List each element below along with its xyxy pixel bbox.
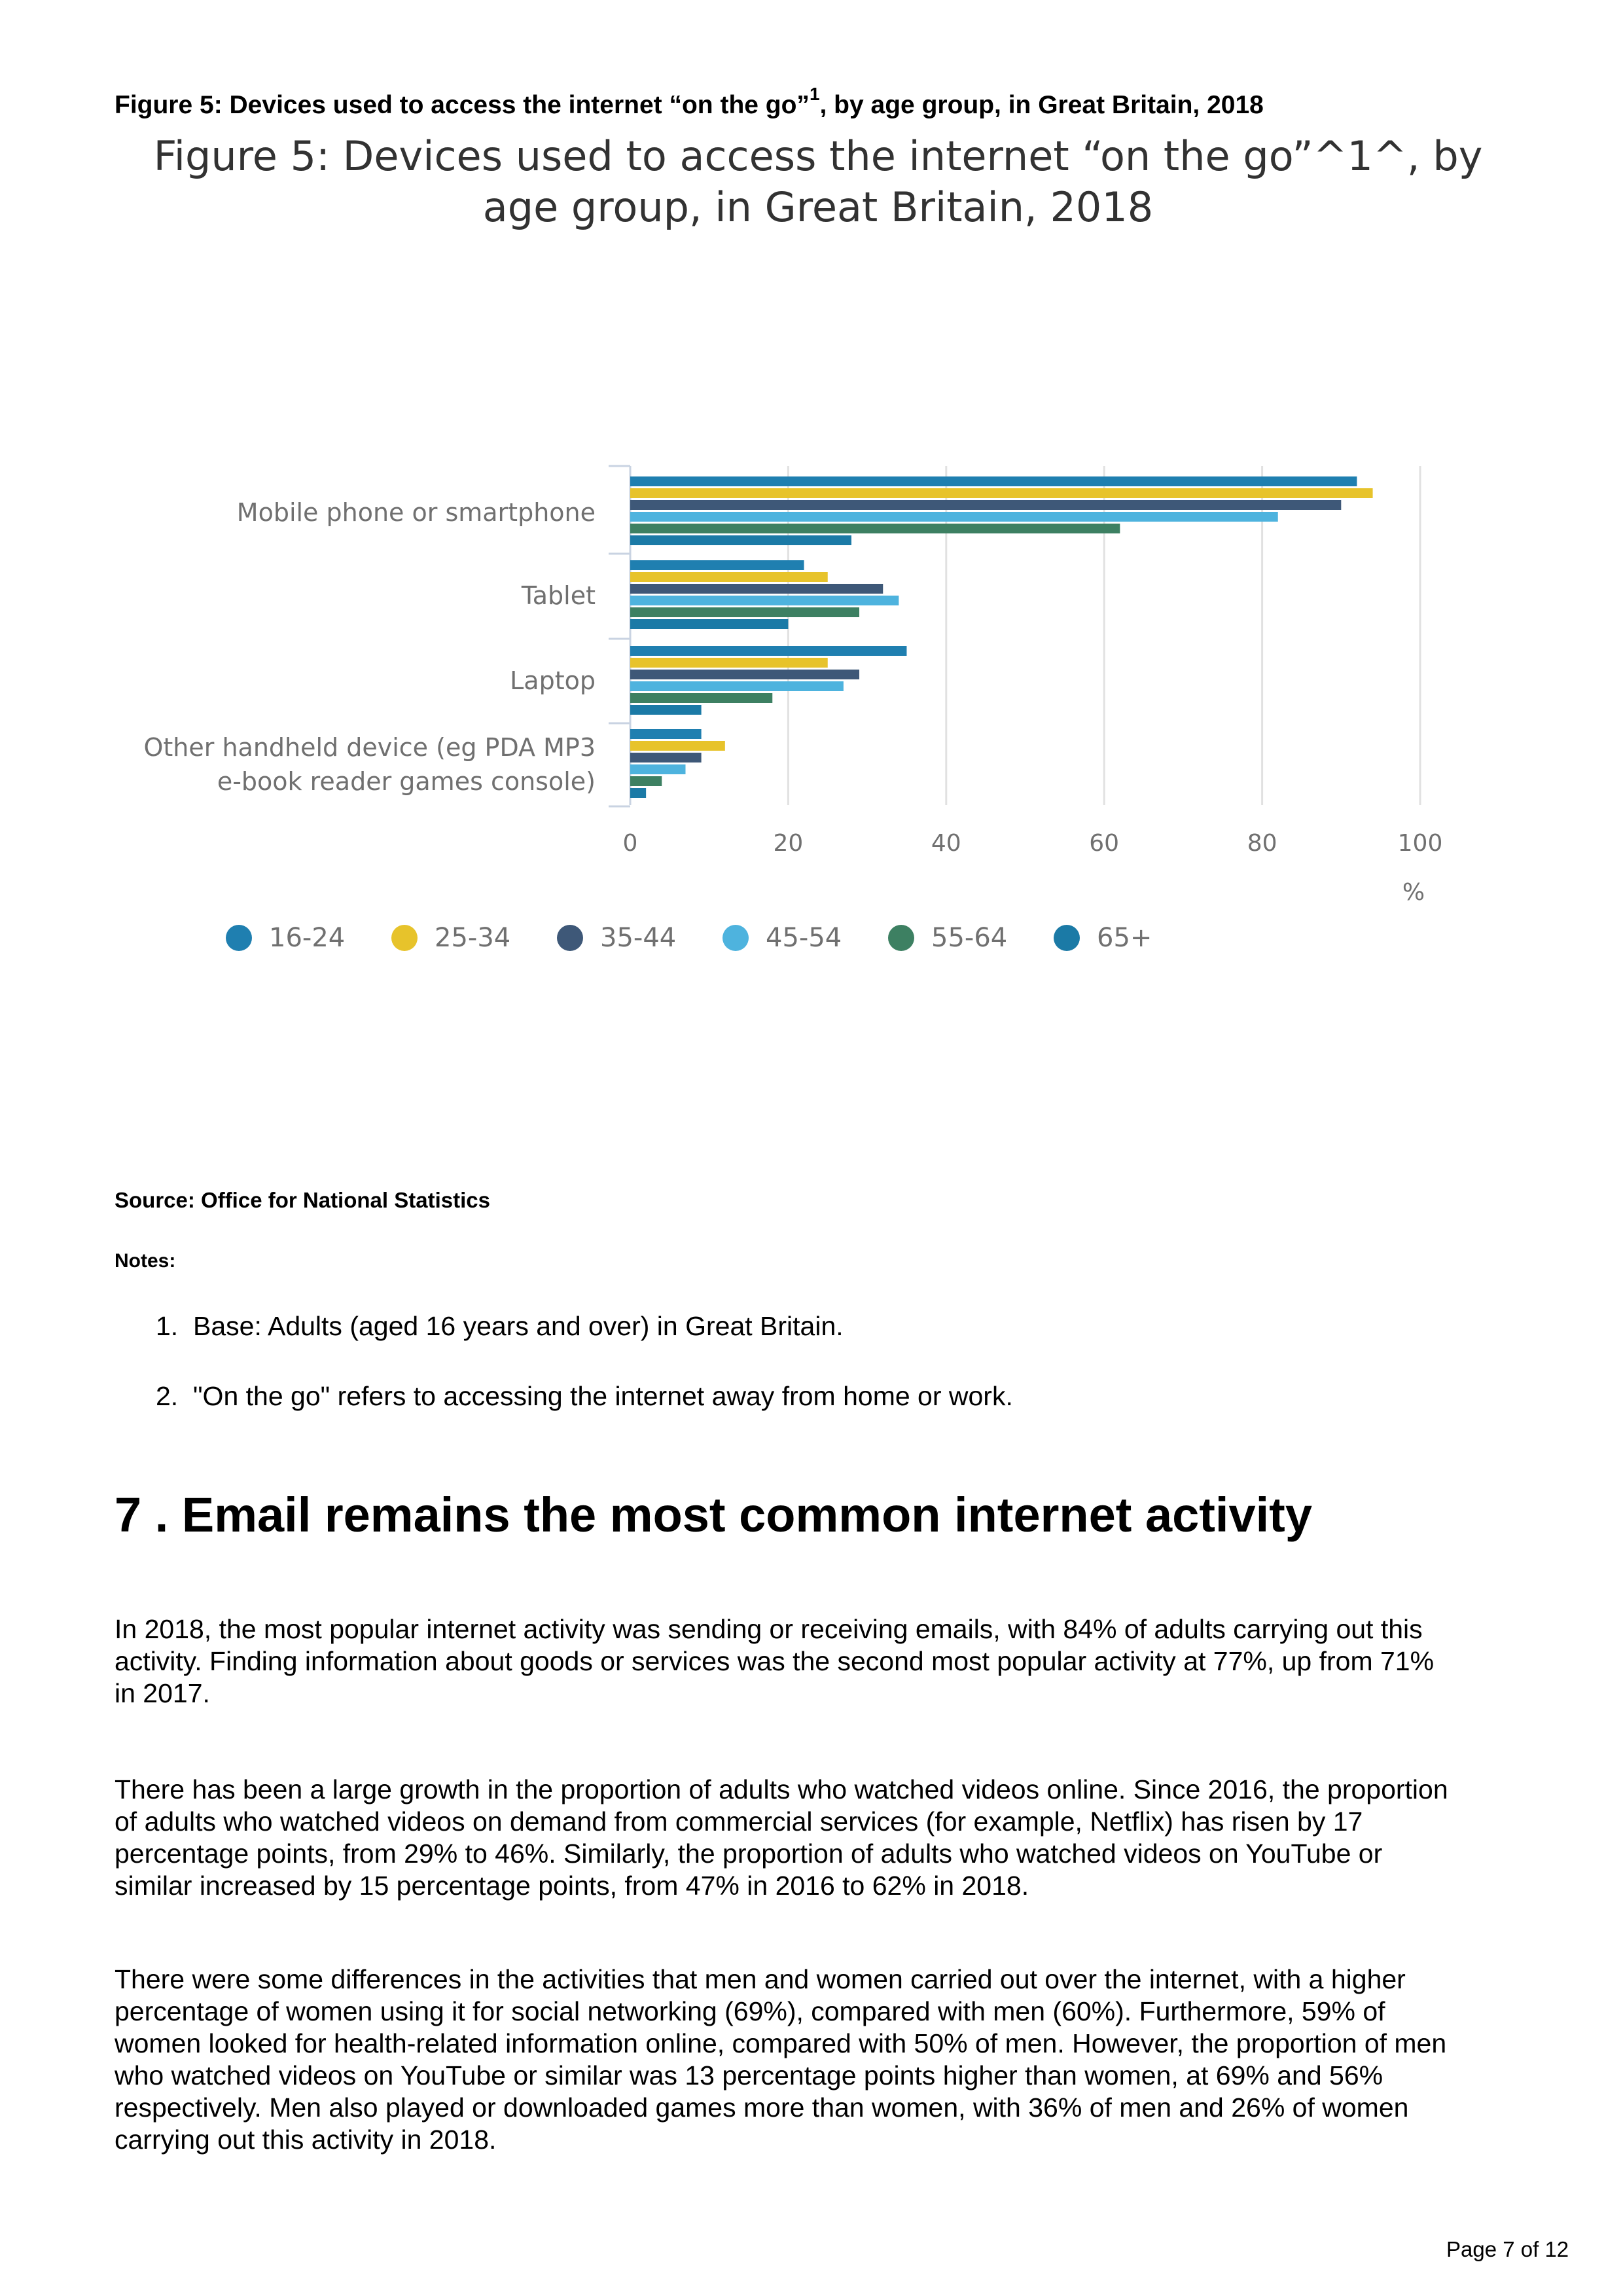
x-tick-label: 100: [1397, 830, 1443, 857]
category-label: e-book reader games console): [217, 767, 596, 796]
note-text: "On the go" refers to accessing the internet away from home or work.: [193, 1381, 1013, 1411]
x-tick-label: 60: [1089, 830, 1120, 857]
category-label: Other handheld device (eg PDA MP3: [143, 733, 596, 762]
legend-label: 55-64: [931, 923, 1008, 953]
figure-heading: Figure 5: Devices used to access the internet “on the go”$^1$, by age group, in Great Britain, 2018: [115, 84, 1264, 119]
legend-label: 35-44: [600, 923, 677, 953]
legend-item-55-64[interactable]: [888, 923, 1054, 953]
bar-chart: [0, 0, 1623, 916]
note-number: 1.: [156, 1311, 179, 1341]
bar-65-plus-1: [630, 619, 788, 629]
page-number: Page 7 of 12: [1446, 2237, 1569, 2261]
bar-55-64-2: [630, 693, 772, 703]
paragraph: In 2018, the most popular internet activity was sending or receiving emails, with 84% of adults carrying out this activity. Finding information about goods or services was the second most popular activity at 77%, up from 71% in 2017.: [115, 1614, 1435, 1708]
legend-swatch: [557, 925, 583, 951]
legend-item-65-plus[interactable]: [1054, 923, 1219, 953]
legend-swatch: [226, 925, 252, 951]
legend-swatch: [391, 925, 418, 951]
footnote-ref[interactable]: 1: [809, 84, 820, 104]
paragraph: There has been a large growth in the proportion of adults who watched videos online. Since 2016, the proportion of adults who watched videos on demand from commercial services (for example, Netflix) has risen by 17 percentage points, from 29% to 46%. Similarly, the proportion of adults who watched videos on YouTube or similar increased by 15 percentage points, from 47% in 2016 to 62% in 2018.: [115, 1774, 1448, 1901]
legend-swatch: [1054, 925, 1080, 951]
category-label: Laptop: [510, 666, 596, 695]
legend-item-35-44[interactable]: [557, 923, 722, 953]
x-tick-label: 40: [931, 830, 961, 857]
legend-label: 45-54: [766, 923, 842, 953]
note-number: 2.: [156, 1381, 179, 1411]
legend-label: 65+: [1097, 923, 1152, 953]
bar-55-64-1: [630, 607, 859, 617]
legend-swatch: [888, 925, 914, 951]
bar-16-24-2: [630, 646, 906, 656]
category-label: Mobile phone or smartphone: [236, 498, 596, 527]
bar-45-54-0: [630, 512, 1278, 522]
chart-title: Figure 5: Devices used to access the internet “on the go”^1^, by age group, in Great Britain, 2018: [153, 132, 1483, 231]
legend-swatch: [722, 925, 749, 951]
bar-55-64-0: [630, 524, 1120, 533]
bar-35-44-1: [630, 584, 883, 594]
legend-item-25-34[interactable]: [391, 923, 557, 953]
notes-label: Notes:: [115, 1250, 176, 1272]
note-item: [156, 1381, 1013, 1412]
bar-16-24-0: [630, 476, 1357, 486]
category-label: Tablet: [521, 581, 596, 610]
bar-16-24-1: [630, 560, 804, 570]
x-tick-label: 20: [773, 830, 804, 857]
note-item: [156, 1311, 844, 1342]
bar-65-plus-0: [630, 535, 851, 545]
note-text: Base: Adults (aged 16 years and over) in Great Britain.: [193, 1311, 844, 1341]
legend-item-16-24[interactable]: [226, 923, 391, 953]
bar-35-44-2: [630, 670, 859, 679]
legend-label: 16-24: [269, 923, 346, 953]
source-line: Source: Office for National Statistics: [115, 1188, 490, 1212]
bar-16-24-3: [630, 729, 702, 739]
paragraph: There were some differences in the activities that men and women carried out over the internet, with a higher percentage of women using it for social networking (69%), compared with men (60%). Furthermore, 59% of women looked for health-related information online, compared with 50% of men. However, the proportion of men who watched videos on YouTube or similar was 13 percentage points higher than women, at 69% and 56% respectively. Men also played or downloaded games more than women, with 36% of men and 26% of women carrying out this activity in 2018.: [115, 1964, 1447, 2155]
bar-25-34-2: [630, 658, 828, 668]
bar-35-44-0: [630, 500, 1341, 510]
x-tick-label: 80: [1247, 830, 1277, 857]
x-tick-label: 0: [622, 830, 638, 857]
bar-45-54-3: [630, 764, 685, 774]
x-axis-label: %: [1402, 879, 1425, 906]
bar-25-34-3: [630, 741, 725, 751]
bar-45-54-1: [630, 596, 899, 605]
bar-25-34-0: [630, 488, 1373, 498]
section-heading: 7 . Email remains the most common internet activity: [115, 1488, 1312, 1542]
bar-65-plus-3: [630, 788, 646, 798]
bar-25-34-1: [630, 572, 828, 582]
legend-item-45-54[interactable]: [722, 923, 888, 953]
bar-45-54-2: [630, 681, 844, 691]
legend-label: 25-34: [435, 923, 511, 953]
bar-65-plus-2: [630, 705, 702, 715]
bar-55-64-3: [630, 776, 662, 786]
bar-35-44-3: [630, 753, 702, 762]
chart-legend: [226, 923, 1219, 953]
